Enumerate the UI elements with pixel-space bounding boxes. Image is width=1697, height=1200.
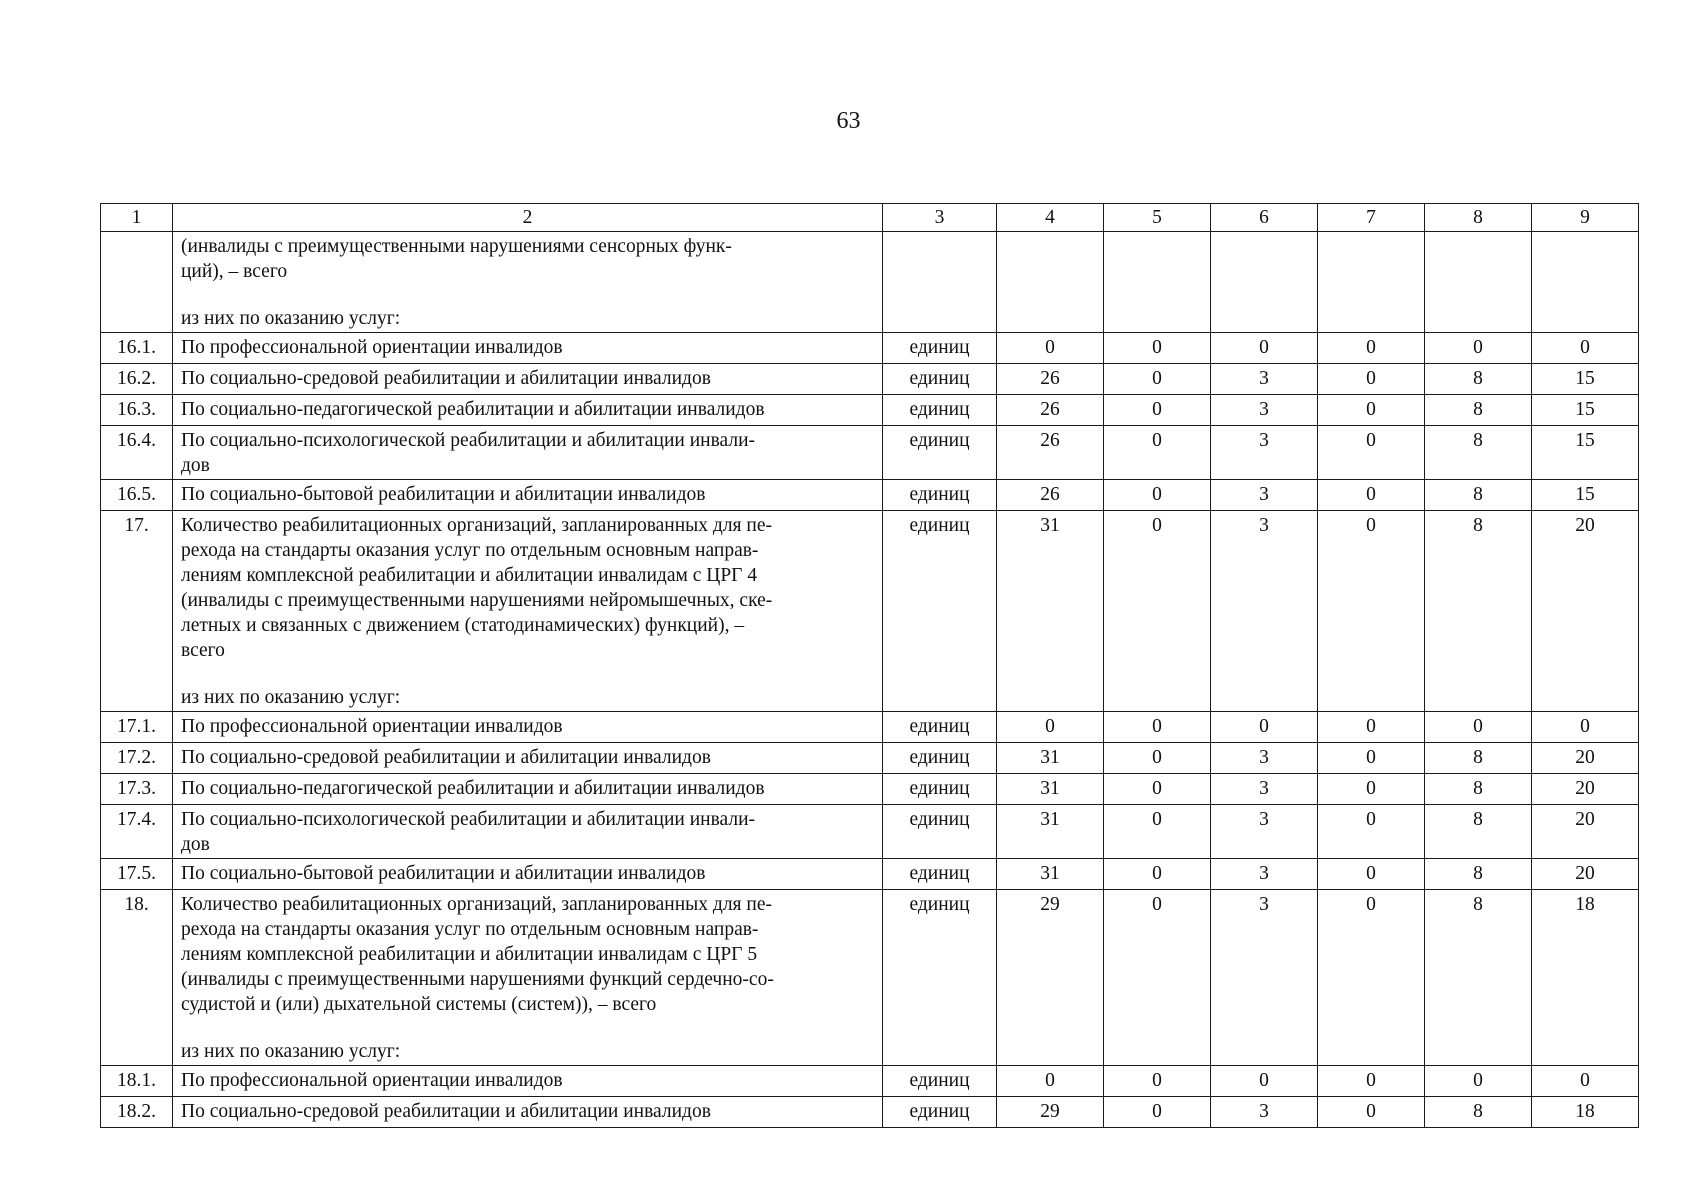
column-number: 9 xyxy=(1532,204,1639,232)
value-cell: 0 xyxy=(1211,1066,1318,1097)
table-row xyxy=(101,1097,1639,1128)
description-line: По профессиональной ориентации инвалидов xyxy=(181,1070,563,1091)
row-description xyxy=(173,774,883,805)
unit-cell: единиц xyxy=(883,333,997,364)
description-line: По социально-средовой реабилитации и абилитации инвалидов xyxy=(181,368,711,389)
value-cell: 15 xyxy=(1532,480,1639,511)
row-number: 17.1. xyxy=(101,712,173,743)
value-cell xyxy=(997,232,1104,333)
value-cell: 3 xyxy=(1211,480,1318,511)
description-line: По профессиональной ориентации инвалидов xyxy=(181,716,563,737)
description-line: (инвалиды с преимущественными нарушениями функций сердечно-со- xyxy=(181,969,774,990)
row-number: 16.4. xyxy=(101,426,173,480)
table-row xyxy=(101,480,1639,511)
value-cell: 0 xyxy=(1318,395,1425,426)
data-table xyxy=(100,203,1639,1128)
value-cell: 0 xyxy=(1532,712,1639,743)
value-cell: 3 xyxy=(1211,774,1318,805)
value-cell: 0 xyxy=(1104,890,1211,1066)
description-line: рехода на стандарты оказания услуг по отдельным основным направ- xyxy=(181,540,759,561)
table-row xyxy=(101,774,1639,805)
value-cell: 0 xyxy=(1104,395,1211,426)
column-number-row xyxy=(101,204,1639,232)
value-cell: 0 xyxy=(1318,859,1425,890)
value-cell: 0 xyxy=(1211,333,1318,364)
value-cell: 0 xyxy=(1318,774,1425,805)
value-cell: 26 xyxy=(997,480,1104,511)
value-cell: 8 xyxy=(1425,743,1532,774)
value-cell: 0 xyxy=(1425,333,1532,364)
value-cell: 3 xyxy=(1211,1097,1318,1128)
sub-services-label: из них по оказанию услуг: xyxy=(181,308,401,329)
row-description xyxy=(173,395,883,426)
value-cell: 29 xyxy=(997,1097,1104,1128)
unit-cell: единиц xyxy=(883,890,997,1066)
value-cell: 0 xyxy=(997,333,1104,364)
unit-cell: единиц xyxy=(883,511,997,712)
value-cell: 20 xyxy=(1532,859,1639,890)
row-number: 16.5. xyxy=(101,480,173,511)
description-line: По социально-бытовой реабилитации и абилитации инвалидов xyxy=(181,863,706,884)
table-row xyxy=(101,859,1639,890)
value-cell: 31 xyxy=(997,774,1104,805)
table-row xyxy=(101,712,1639,743)
column-number: 8 xyxy=(1425,204,1532,232)
unit-cell: единиц xyxy=(883,1066,997,1097)
value-cell xyxy=(1104,232,1211,333)
value-cell: 8 xyxy=(1425,805,1532,859)
description-line: По социально-средовой реабилитации и абилитации инвалидов xyxy=(181,1101,711,1122)
value-cell: 3 xyxy=(1211,859,1318,890)
value-cell: 3 xyxy=(1211,743,1318,774)
row-number: 16.3. xyxy=(101,395,173,426)
row-description xyxy=(173,1097,883,1128)
description-line: По социально-педагогической реабилитации и абилитации инвалидов xyxy=(181,399,765,420)
value-cell: 31 xyxy=(997,511,1104,712)
value-cell: 0 xyxy=(1104,480,1211,511)
column-number: 7 xyxy=(1318,204,1425,232)
row-description xyxy=(173,712,883,743)
value-cell: 0 xyxy=(1104,774,1211,805)
description-line: дов xyxy=(181,834,210,855)
table-row xyxy=(101,364,1639,395)
value-cell: 0 xyxy=(1104,859,1211,890)
column-number: 1 xyxy=(101,204,173,232)
description-line: лениям комплексной реабилитации и абилитации инвалидам с ЦРГ 4 xyxy=(181,565,758,586)
value-cell: 0 xyxy=(1318,890,1425,1066)
value-cell: 3 xyxy=(1211,364,1318,395)
row-number: 17. xyxy=(101,511,173,712)
table-row xyxy=(101,395,1639,426)
value-cell: 26 xyxy=(997,395,1104,426)
column-number: 6 xyxy=(1211,204,1318,232)
row-description xyxy=(173,805,883,859)
value-cell: 0 xyxy=(1318,1066,1425,1097)
row-description xyxy=(173,333,883,364)
value-cell: 0 xyxy=(1532,333,1639,364)
table-body xyxy=(101,204,1639,1128)
unit-cell: единиц xyxy=(883,859,997,890)
row-description xyxy=(173,511,883,712)
description-line: дов xyxy=(181,455,210,476)
description-line: По социально-педагогической реабилитации и абилитации инвалидов xyxy=(181,778,765,799)
value-cell: 3 xyxy=(1211,511,1318,712)
value-cell: 15 xyxy=(1532,395,1639,426)
row-description xyxy=(173,364,883,395)
row-number xyxy=(101,232,173,333)
value-cell: 8 xyxy=(1425,890,1532,1066)
value-cell: 26 xyxy=(997,364,1104,395)
value-cell: 0 xyxy=(1318,805,1425,859)
row-number: 18. xyxy=(101,890,173,1066)
value-cell: 0 xyxy=(1104,712,1211,743)
value-cell: 0 xyxy=(1104,511,1211,712)
value-cell: 0 xyxy=(1104,1097,1211,1128)
unit-cell: единиц xyxy=(883,1097,997,1128)
value-cell xyxy=(1318,232,1425,333)
value-cell: 18 xyxy=(1532,1097,1639,1128)
description-line: По социально-психологической реабилитации и абилитации инвали- xyxy=(181,809,756,830)
value-cell: 20 xyxy=(1532,805,1639,859)
row-number: 18.2. xyxy=(101,1097,173,1128)
value-cell xyxy=(1532,232,1639,333)
value-cell: 8 xyxy=(1425,426,1532,480)
value-cell xyxy=(1425,232,1532,333)
table-row xyxy=(101,890,1639,1066)
value-cell: 0 xyxy=(1425,1066,1532,1097)
row-description xyxy=(173,426,883,480)
table-row xyxy=(101,1066,1639,1097)
column-number: 4 xyxy=(997,204,1104,232)
row-number: 17.4. xyxy=(101,805,173,859)
description-line: По социально-бытовой реабилитации и абилитации инвалидов xyxy=(181,484,706,505)
row-number: 17.5. xyxy=(101,859,173,890)
value-cell: 26 xyxy=(997,426,1104,480)
description-line: (инвалиды с преимущественными нарушениями сенсорных функ- xyxy=(181,236,732,257)
row-description xyxy=(173,859,883,890)
description-line: По профессиональной ориентации инвалидов xyxy=(181,337,563,358)
value-cell: 3 xyxy=(1211,395,1318,426)
value-cell: 0 xyxy=(1318,364,1425,395)
value-cell: 18 xyxy=(1532,890,1639,1066)
value-cell: 8 xyxy=(1425,364,1532,395)
column-number: 5 xyxy=(1104,204,1211,232)
unit-cell: единиц xyxy=(883,480,997,511)
description-line: По социально-психологической реабилитации и абилитации инвали- xyxy=(181,430,756,451)
value-cell: 0 xyxy=(1211,712,1318,743)
value-cell: 0 xyxy=(1104,1066,1211,1097)
unit-cell: единиц xyxy=(883,805,997,859)
value-cell: 0 xyxy=(1104,426,1211,480)
value-cell: 0 xyxy=(1318,333,1425,364)
row-number: 17.2. xyxy=(101,743,173,774)
value-cell: 0 xyxy=(997,1066,1104,1097)
description-line: летных и связанных с движением (статодинамических) функций), – xyxy=(181,615,745,636)
description-line: Количество реабилитационных организаций, запланированных для пе- xyxy=(181,515,772,536)
value-cell: 0 xyxy=(1318,1097,1425,1128)
value-cell: 0 xyxy=(1532,1066,1639,1097)
value-cell: 0 xyxy=(1318,511,1425,712)
unit-cell: единиц xyxy=(883,743,997,774)
row-description xyxy=(173,480,883,511)
value-cell: 0 xyxy=(1318,743,1425,774)
value-cell: 31 xyxy=(997,743,1104,774)
sub-services-label: из них по оказанию услуг: xyxy=(181,1041,401,1062)
column-number: 3 xyxy=(883,204,997,232)
value-cell: 15 xyxy=(1532,364,1639,395)
unit-cell: единиц xyxy=(883,395,997,426)
row-description xyxy=(173,890,883,1066)
value-cell: 0 xyxy=(1318,480,1425,511)
value-cell xyxy=(1211,232,1318,333)
table-row xyxy=(101,805,1639,859)
table-row xyxy=(101,333,1639,364)
row-description xyxy=(173,232,883,333)
value-cell: 0 xyxy=(1318,712,1425,743)
row-number: 17.3. xyxy=(101,774,173,805)
value-cell: 0 xyxy=(1104,743,1211,774)
description-line: (инвалиды с преимущественными нарушениями нейромышечных, ске- xyxy=(181,590,773,611)
table-row xyxy=(101,426,1639,480)
value-cell: 0 xyxy=(1104,805,1211,859)
table-row xyxy=(101,743,1639,774)
unit-cell: единиц xyxy=(883,426,997,480)
value-cell: 20 xyxy=(1532,511,1639,712)
value-cell: 8 xyxy=(1425,511,1532,712)
sub-services-label: из них по оказанию услуг: xyxy=(181,687,401,708)
table-row xyxy=(101,232,1639,333)
page-number: 63 xyxy=(836,108,861,134)
value-cell: 8 xyxy=(1425,774,1532,805)
value-cell: 31 xyxy=(997,859,1104,890)
value-cell: 29 xyxy=(997,890,1104,1066)
row-number: 16.1. xyxy=(101,333,173,364)
description-line: ций), – всего xyxy=(181,261,288,282)
value-cell: 8 xyxy=(1425,395,1532,426)
value-cell: 0 xyxy=(1104,333,1211,364)
description-line: По социально-средовой реабилитации и абилитации инвалидов xyxy=(181,747,711,768)
table-row xyxy=(101,511,1639,712)
row-description xyxy=(173,743,883,774)
unit-cell: единиц xyxy=(883,774,997,805)
description-line: всего xyxy=(181,640,225,661)
value-cell: 8 xyxy=(1425,480,1532,511)
value-cell: 8 xyxy=(1425,859,1532,890)
value-cell: 3 xyxy=(1211,805,1318,859)
description-line: Количество реабилитационных организаций, запланированных для пе- xyxy=(181,894,772,915)
description-line: судистой и (или) дыхательной системы (систем)), – всего xyxy=(181,994,657,1015)
value-cell: 0 xyxy=(997,712,1104,743)
value-cell: 0 xyxy=(1425,712,1532,743)
description-line: рехода на стандарты оказания услуг по отдельным основным направ- xyxy=(181,919,759,940)
unit-cell: единиц xyxy=(883,712,997,743)
value-cell: 3 xyxy=(1211,890,1318,1066)
value-cell: 20 xyxy=(1532,743,1639,774)
value-cell: 0 xyxy=(1104,364,1211,395)
value-cell: 3 xyxy=(1211,426,1318,480)
value-cell: 8 xyxy=(1425,1097,1532,1128)
value-cell: 15 xyxy=(1532,426,1639,480)
row-number: 16.2. xyxy=(101,364,173,395)
value-cell: 0 xyxy=(1318,426,1425,480)
row-number: 18.1. xyxy=(101,1066,173,1097)
row-description xyxy=(173,1066,883,1097)
value-cell: 31 xyxy=(997,805,1104,859)
value-cell: 20 xyxy=(1532,774,1639,805)
unit-cell xyxy=(883,232,997,333)
description-line: лениям комплексной реабилитации и абилитации инвалидам с ЦРГ 5 xyxy=(181,944,758,965)
unit-cell: единиц xyxy=(883,364,997,395)
column-number: 2 xyxy=(173,204,883,232)
